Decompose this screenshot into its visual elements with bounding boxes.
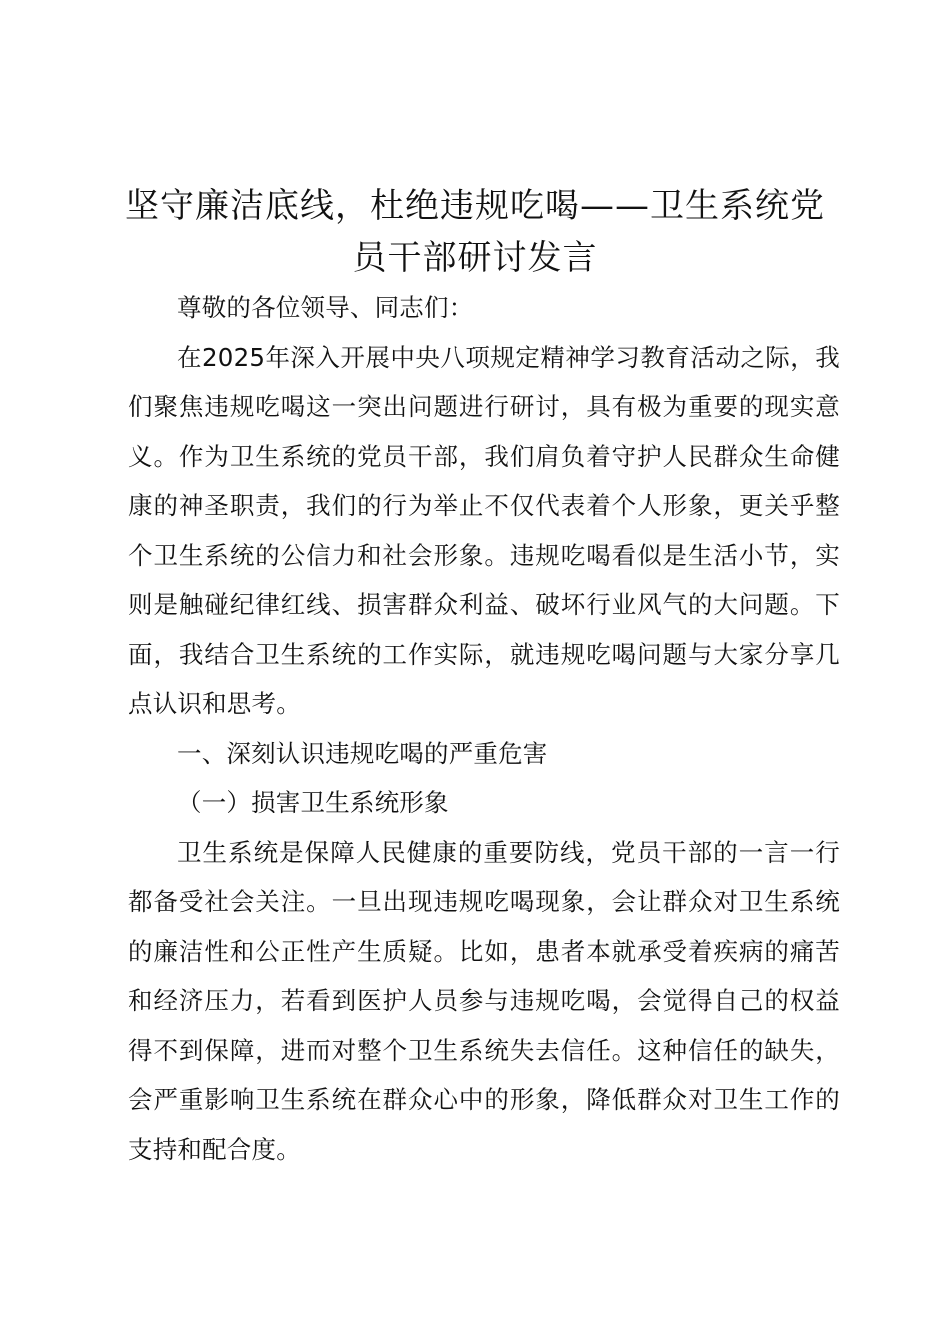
intro-paragraph: 在2025年深入开展中央八项规定精神学习教育活动之际，我们聚焦违规吃喝这一突出问题进行研讨，具有极为重要的现实意义。作为卫生系统的党员干部，我们肩负着守护人民群众生命健康的神圣职责，我们的行为举止不仅代表着个人形象，更关乎整个卫生系统的公信力和社会形象。违规吃喝看似是生活小节，实则是触碰纪律红线、损害群众利益、破坏行业风气的大问题。下面，我结合卫生系统的工作实际，就违规吃喝问题与大家分享几点认识和思考。 — [128, 342, 840, 718]
subsection-paragraph: 卫生系统是保障人民健康的重要防线，党员干部的一言一行都备受社会关注。一旦出现违规吃喝现象，会让群众对卫生系统的廉洁性和公正性产生质疑。比如，患者本就承受着疾病的痛苦和经济压力，若看到医护人员参与违规吃喝，会觉得自己的权益得不到保障，进而对整个卫生系统失去信任。这种信任的缺失，会严重影响卫生系统在群众心中的形象，降低群众对卫生工作的支持和配合度。 — [128, 837, 840, 1164]
document-title: 坚守廉洁底线，杜绝违规吃喝——卫生系统党员干部研讨发言 — [125, 186, 825, 278]
subsection-heading: （一）损害卫生系统形象 — [177, 788, 449, 817]
section-heading: 一、深刻认识违规吃喝的严重危害 — [177, 738, 548, 768]
salutation: 尊敬的各位领导、同志们： — [177, 293, 474, 322]
document-body — [128, 283, 840, 1174]
